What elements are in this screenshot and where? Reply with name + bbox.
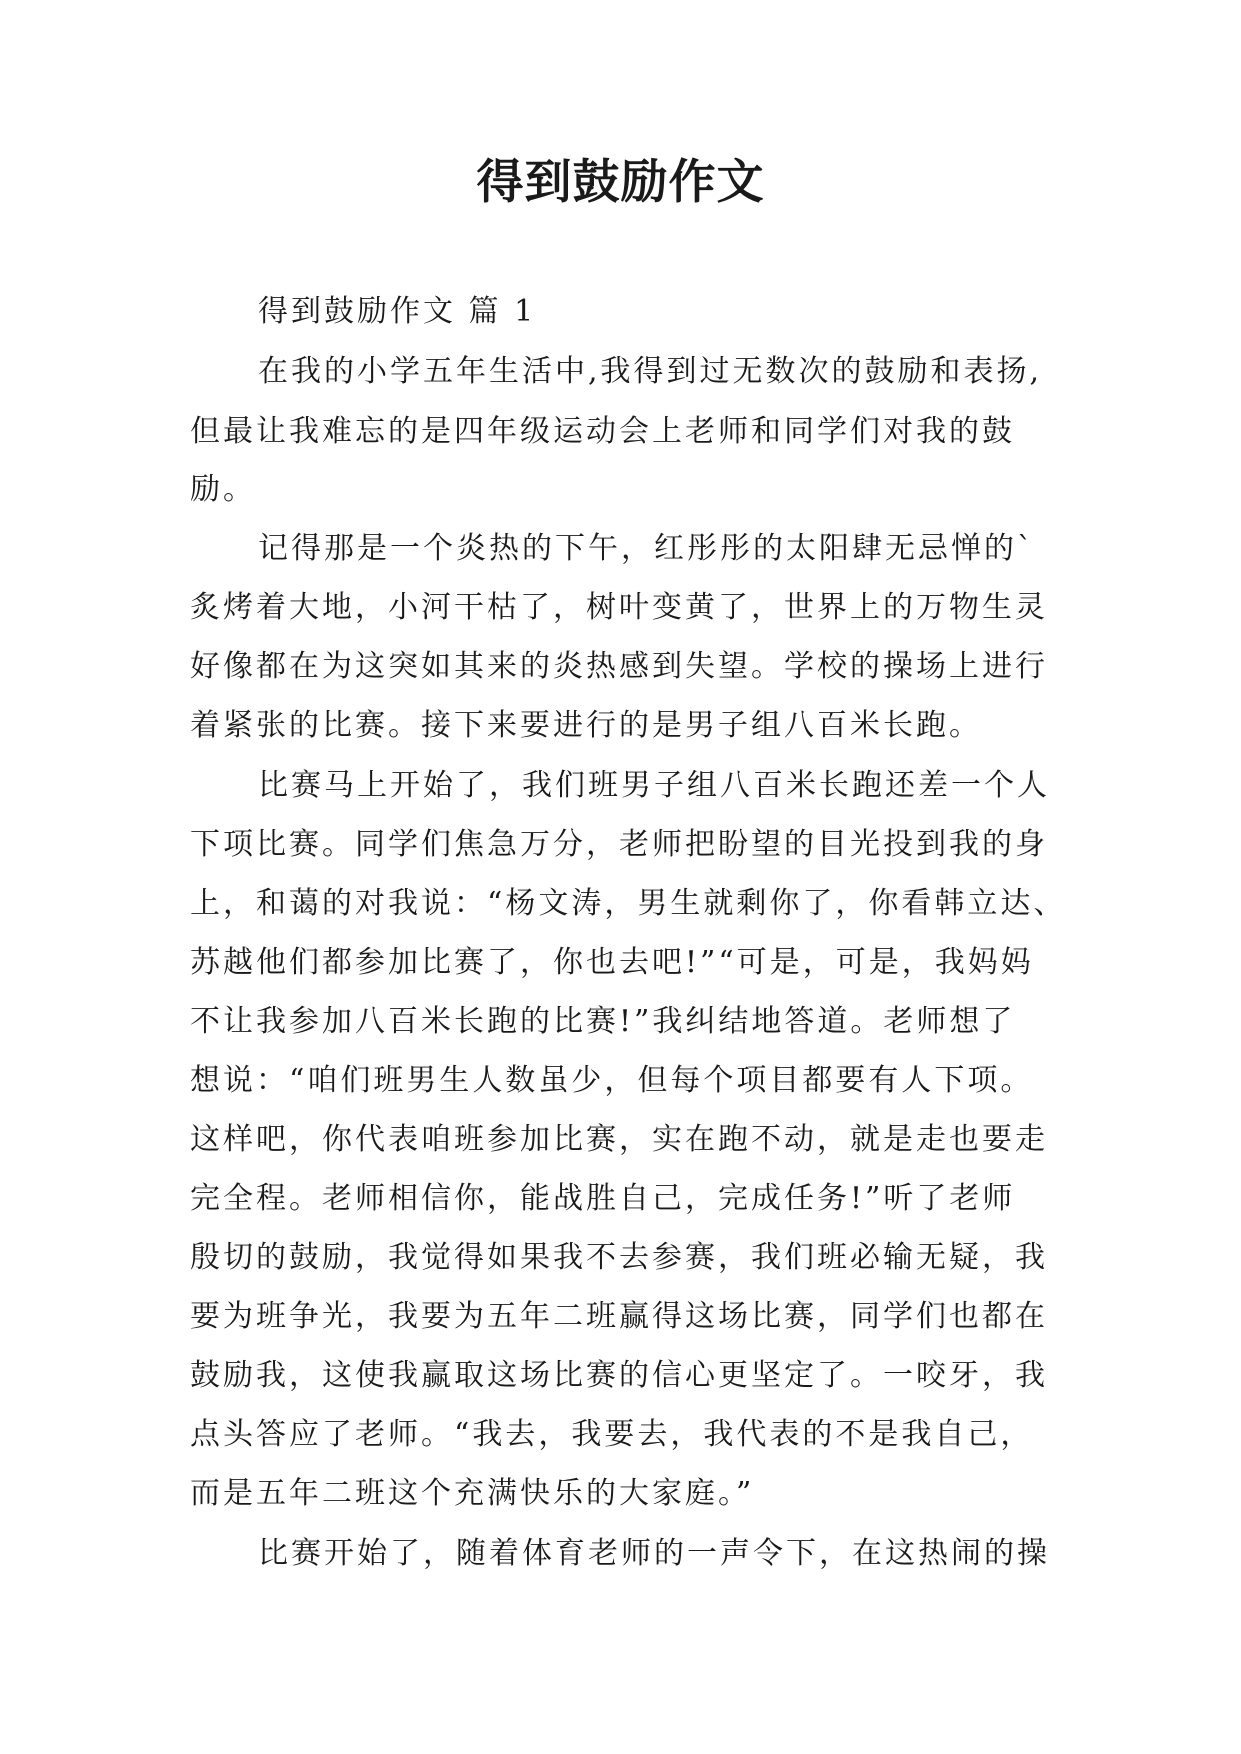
paragraph-line: 想说：“咱们班男生人数虽少，但每个项目都要有人下项。 xyxy=(190,1063,1034,1098)
paragraph-line: 比赛马上开始了，我们班男子组八百米长跑还差一个人 xyxy=(258,768,1050,803)
paragraph-line: 不让我参加八百米长跑的比赛!”我纠结地答道。老师想了 xyxy=(190,1004,1016,1039)
paragraph-line: 而是五年二班这个充满快乐的大家庭。” xyxy=(190,1476,755,1511)
paragraph-line: 比赛开始了，随着体育老师的一声令下，在这热闹的操 xyxy=(258,1536,1050,1571)
document-title: 得到鼓励作文 xyxy=(476,155,765,210)
paragraph-line: 点头答应了老师。“我去，我要去，我代表的不是我自己， xyxy=(190,1417,1034,1452)
paragraph-line: 苏越他们都参加比赛了，你也去吧!”“可是，可是，我妈妈 xyxy=(190,945,1034,980)
paragraph-line: 记得那是一个炎热的下午，红彤彤的太阳肆无忌惮的` xyxy=(258,531,1035,566)
paragraph-line: 鼓励我，这使我赢取这场比赛的信心更坚定了。一咬牙，我 xyxy=(190,1358,1048,1393)
section-heading: 得到鼓励作文 篇 1 xyxy=(258,294,537,329)
paragraph-line: 完全程。老师相信你，能战胜自己，完成任务!”听了老师 xyxy=(190,1181,1016,1216)
paragraph-line: 要为班争光，我要为五年二班赢得这场比赛，同学们也都在 xyxy=(190,1299,1048,1334)
paragraph-line: 但最让我难忘的是四年级运动会上老师和同学们对我的鼓 xyxy=(190,414,1015,449)
paragraph-line: 下项比赛。同学们焦急万分，老师把盼望的目光投到我的身 xyxy=(190,827,1048,862)
paragraph-line: 炙烤着大地，小河干枯了，树叶变黄了，世界上的万物生灵 xyxy=(190,590,1048,625)
paragraph-line: 这样吧，你代表咱班参加比赛，实在跑不动，就是走也要走 xyxy=(190,1122,1048,1157)
paragraph-line: 励。 xyxy=(190,472,256,507)
paragraph-line: 在我的小学五年生活中,我得到过无数次的鼓励和表扬, xyxy=(258,354,1043,389)
paragraph-line: 上，和蔼的对我说：“杨文涛，男生就剩你了，你看韩立达、 xyxy=(190,886,1067,921)
paragraph-line: 好像都在为这突如其来的炎热感到失望。学校的操场上进行 xyxy=(190,649,1048,684)
paragraph-line: 殷切的鼓励，我觉得如果我不去参赛，我们班必输无疑，我 xyxy=(190,1240,1048,1275)
paragraph-line: 着紧张的比赛。接下来要进行的是男子组八百米长跑。 xyxy=(190,708,982,743)
